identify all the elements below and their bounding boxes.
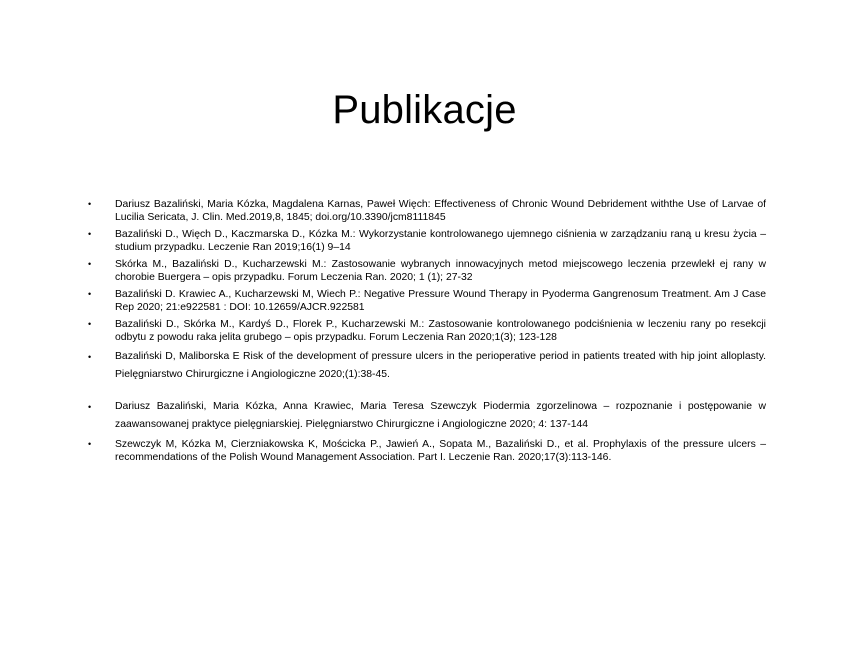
publication-text: Bazaliński D., Skórka M., Kardyś D., Florek P., Kucharzewski M.: Zastosowanie kontrolowanego podciśnienia w leczeniu rany po resekcji odbytu z powodu raka jelita grubego – opis przypadku. Forum Leczenia Ran 2020;1(3); 123-128 [115,319,766,343]
list-item [88,198,766,224]
publication-text: Dariusz Bazaliński, Maria Kózka, Anna Krawiec, Maria Teresa Szewczyk Piodermia zgorzelinowa – rozpoznanie i postępowanie w zaawansowanej praktyce pielęgniarskiej. Pielęgniarstwo Chirurgiczne i Angiologiczne 2020; 4: 137-144 [115,401,766,430]
list-item [88,438,766,464]
bullet-icon: • [88,319,92,329]
publication-list [88,198,766,468]
publication-text: Dariusz Bazaliński, Maria Kózka, Magdalena Karnas, Paweł Więch: Effectiveness of Chronic Wound Debridement withthe Use of Larvae of Lucilia Sericata, J. Clin. Med.2019,8, 1845; doi.org/10.3390/jcm8111845 [115,199,766,223]
list-item [88,318,766,344]
list-item [88,258,766,284]
slide-title: Publikacje [332,88,517,132]
bullet-icon: • [88,229,92,239]
list-item [88,288,766,314]
publication-text: Bazaliński D. Krawiec A., Kucharzewski M, Wiech P.: Negative Pressure Wound Therapy in Pyoderma Gangrenosum Treatment. Am J Case Rep 2020; 21:e922581 : DOI: 10.12659/AJCR.922581 [115,289,766,313]
publication-text: Skórka M., Bazaliński D., Kucharzewski M.: Zastosowanie wybranych innowacyjnych metod miejscowego leczenia przewlekł ej rany w chorobie Buergera – opis przypadku. Forum Leczenia Ran. 2020; 1 (1); 27-32 [115,259,766,283]
list-item [88,398,766,434]
bullet-icon: • [88,439,92,449]
publication-text: Bazaliński D, Maliborska E Risk of the development of pressure ulcers in the perioperative period in patients treated with hip joint alloplasty. Pielęgniarstwo Chirurgiczne i Angiologiczne 2020;(1):38-45. [115,351,766,380]
bullet-icon: • [88,199,92,209]
publication-text: Bazaliński D., Więch D., Kaczmarska D., Kózka M.: Wykorzystanie kontrolowanego ujemnego ciśnienia w zarządzaniu raną u kresu życia – studium przypadku. Leczenie Ran 2019;16(1) 9–14 [115,229,766,253]
bullet-icon: • [88,289,92,299]
bullet-icon: • [88,402,92,412]
bullet-icon: • [88,352,92,362]
list-item [88,348,766,384]
bullet-icon: • [88,259,92,269]
publication-text: Szewczyk M, Kózka M, Cierzniakowska K, Mościcka P., Jawień A., Sopata M., Bazaliński D., et al. Prophylaxis of the pressure ulcers – recommendations of the Polish Wound Management Association. Part I. Leczenie Ran. 2020;17(3):113-146. [115,439,766,463]
list-item [88,228,766,254]
